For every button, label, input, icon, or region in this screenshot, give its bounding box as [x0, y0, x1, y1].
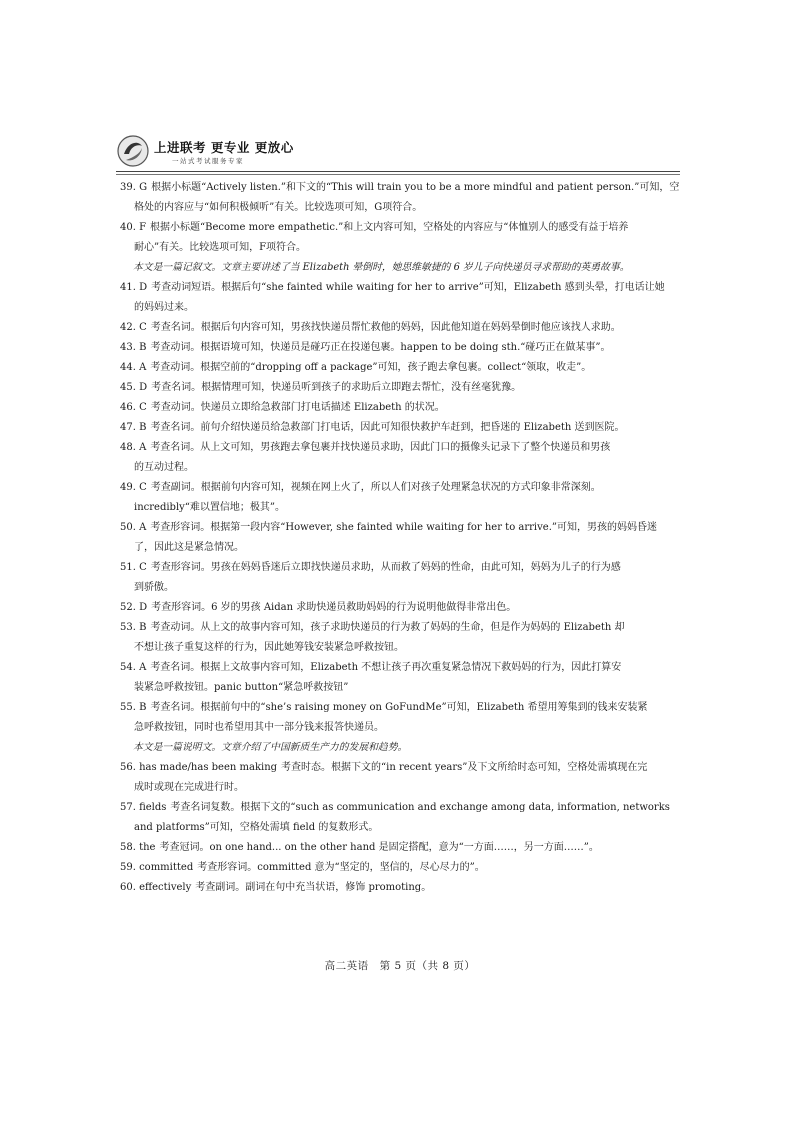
explanation-continuation: 了，因此这是紧急情况。: [134, 542, 244, 553]
answer-item: [120, 698, 682, 738]
explanation-text: 考查副词。根据前句内容可知，视频在网上火了，所以人们对孩子处理紧急状况的方式印象非常深刻。: [150, 482, 601, 493]
explanation-continuation: incredibly“难以置信地；极其”。: [134, 502, 286, 513]
answer-key: 48. A: [120, 442, 147, 453]
explanation-text: 考查形容词。根据第一段内容“However, she fainted while waiting for her to arrive.”可知，男孩的妈妈昏迷: [150, 522, 657, 533]
brand-tagline: 一站式考试服务专家: [172, 157, 244, 165]
explanation-text: 考查动词。根据空前的“dropping off a package”可知，孩子跑去拿包裹。collect“领取，收走”。: [150, 362, 592, 373]
explanation-text: 考查动词。根据语境可知，快递员是碰巧正在投递包裹。happen to be doing sth.“碰巧正在做某事”。: [150, 342, 611, 353]
brand-slogan: 上进联考 更专业 更放心: [154, 140, 294, 155]
header-rule-thin: [116, 174, 680, 175]
answer-item: [120, 418, 682, 438]
answer-item: [120, 438, 682, 478]
explanation-continuation: 耐心”有关。比较选项可知，F项符合。: [134, 242, 307, 253]
answer-line: [120, 418, 682, 438]
explanation-text: 考查名词。根据情理可知，快递员听到孩子的求助后立即跑去帮忙，没有丝毫犹豫。: [151, 382, 522, 393]
answer-explanations: [120, 178, 682, 898]
answer-key: 52. D: [120, 602, 148, 613]
answer-line: [120, 478, 682, 498]
answer-key: 50. A: [120, 522, 147, 533]
answer-item: [120, 338, 682, 358]
answer-key: 41. D: [120, 282, 148, 293]
answer-line: [120, 558, 682, 578]
answer-item: [120, 478, 682, 518]
explanation-continuation: 急呼救按钮，同时也希望用其中一部分钱来报答快递员。: [134, 722, 384, 733]
explanation-text: 考查名词。根据后句内容可知，男孩找快递员帮忙救他的妈妈，因此他知道在妈妈晕倒时他应该找人求助。: [150, 322, 621, 333]
explanation-continuation: 成时或现在完成进行时。: [134, 782, 244, 793]
answer-item: [120, 558, 682, 598]
page-header: [116, 134, 682, 168]
answer-item: [120, 838, 682, 858]
logo-icon: [116, 134, 150, 168]
explanation-text: 考查名词。前句介绍快递员给急救部门打电话，因此可知很快救护车赶到，把昏迷的 Elizabeth 送到医院。: [150, 422, 625, 433]
answer-line: [120, 798, 682, 818]
answer-line: [120, 378, 682, 398]
answer-key: 59. committed: [120, 862, 194, 873]
answer-line: [120, 438, 682, 458]
answer-item: [120, 378, 682, 398]
answer-item: [120, 278, 682, 318]
explanation-text: 考查名词。根据上文故事内容可知，Elizabeth 不想让孩子再次重复紧急情况下救妈妈的行为，因此打算安: [150, 662, 622, 673]
answer-line: [120, 658, 682, 678]
answer-item: [120, 758, 682, 798]
explanation-text: 考查名词。从上文可知，男孩跑去拿包裹并找快递员求助，因此门口的摄像头记录下了整个快递员和男孩: [150, 442, 611, 453]
explanation-continuation: 格处的内容应与“如何积极倾听”有关。比较选项可知，G项符合。: [134, 202, 423, 213]
answer-line: [120, 518, 682, 538]
answer-key: 58. the: [120, 842, 156, 853]
answer-line: [120, 278, 682, 298]
explanation-text: 考查形容词。6 岁的男孩 Aidan 求助快递员救助妈妈的行为说明他做得非常出色。: [151, 602, 517, 613]
answer-line: [120, 398, 682, 418]
explanation-text: 考查动词短语。根据后句“she fainted while waiting for her to arrive”可知，Elizabeth 感到头晕，打电话让她: [151, 282, 665, 293]
answer-line: [120, 698, 682, 718]
explanation-text: 考查动词。从上文的故事内容可知，孩子求助快递员的行为救了妈妈的生命，但是作为妈妈的 Elizabeth 却: [150, 622, 625, 633]
answer-line: [120, 758, 682, 778]
answer-key: 46. C: [120, 402, 147, 413]
explanation-text: 考查时态。根据下文的“in recent years”及下文所给时态可知，空格处需填现在完: [281, 762, 648, 773]
answer-item: [120, 398, 682, 418]
answer-item: [120, 798, 682, 838]
answer-key: 57. fields: [120, 802, 167, 813]
answer-line: [120, 838, 682, 858]
answer-item: [120, 618, 682, 658]
explanation-text: 考查形容词。男孩在妈妈昏迷后立即找快递员求助，从而救了妈妈的性命，由此可知，妈妈为儿子的行为感: [150, 562, 621, 573]
answer-key: 43. B: [120, 342, 147, 353]
explanation-text: 根据小标题“Become more empathetic.”和上文内容可知，空格处的内容应与“体恤别人的感受有益于培养: [150, 222, 629, 233]
answer-line: [120, 618, 682, 638]
answer-key: 60. effectively: [120, 882, 192, 893]
explanation-continuation: and platforms”可知，空格处需填 field 的复数形式。: [134, 822, 379, 833]
explanation-text: 考查名词复数。根据下文的“such as communication and exchange among data, information, networks: [170, 802, 670, 813]
explanation-continuation: 到骄傲。: [134, 582, 174, 593]
explanation-continuation: 的互动过程。: [134, 462, 194, 473]
answer-key: 40. F: [120, 222, 147, 233]
answer-key: 39. G: [120, 182, 148, 193]
answer-key: 42. C: [120, 322, 147, 333]
answer-line: [120, 858, 682, 878]
explanation-continuation: 的妈妈过来。: [134, 302, 194, 313]
answer-line: [120, 218, 682, 238]
answer-key: 51. C: [120, 562, 147, 573]
answer-line: [120, 178, 682, 198]
answer-key: 49. C: [120, 482, 147, 493]
header-rule: [116, 171, 680, 172]
answer-key: 53. B: [120, 622, 147, 633]
answer-key: 44. A: [120, 362, 147, 373]
answer-key: 54. A: [120, 662, 147, 673]
explanation-continuation: 不想让孩子重复这样的行为，因此她筹钱安装紧急呼救按钮。: [134, 642, 404, 653]
answer-line: [120, 358, 682, 378]
answer-key: 47. B: [120, 422, 147, 433]
passage-summary-note: 本文是一篇记叙文。文章主要讲述了当 Elizabeth 晕倒时，她思维敏捷的 6 岁儿子向快递员寻求帮助的英勇故事。: [133, 262, 630, 273]
answer-line: [120, 338, 682, 358]
answer-key: 56. has made/has been making: [120, 762, 278, 773]
answer-item: [120, 318, 682, 338]
explanation-text: 考查形容词。committed 意为“坚定的，坚信的，尽心尽力的”。: [197, 862, 485, 873]
explanation-text: 根据小标题“Actively listen.”和下文的“This will train you to be a more mindful and patient person.”可知，空: [151, 182, 680, 193]
passage-summary-note: 本文是一篇说明文。文章介绍了中国新质生产力的发展和趋势。: [133, 742, 408, 753]
explanation-text: 考查名词。根据前句中的“she’s raising money on GoFundMe”可知，Elizabeth 希望用筹集到的钱来安装紧: [150, 702, 648, 713]
answer-key: 45. D: [120, 382, 148, 393]
answer-item: [120, 658, 682, 698]
answer-item: [120, 178, 682, 218]
explanation-text: 考查冠词。on one hand... on the other hand 是固定搭配，意为“一方面……，另一方面……”。: [159, 842, 599, 853]
explanation-text: 考查副词。副词在句中充当状语，修饰 promoting。: [195, 882, 432, 893]
answer-key: 55. B: [120, 702, 147, 713]
answer-item: [120, 598, 682, 618]
answer-item: [120, 878, 682, 898]
answer-line: [120, 318, 682, 338]
answer-item: [120, 858, 682, 878]
answer-item: [120, 218, 682, 258]
answer-item: [120, 518, 682, 558]
answer-line: [120, 878, 682, 898]
explanation-continuation: 装紧急呼救按钮。panic button“紧急呼救按钮”: [134, 682, 349, 693]
page-footer: 高二英语 第 5 页（共 8 页）: [324, 960, 476, 972]
explanation-text: 考查动词。快递员立即给急救部门打电话描述 Elizabeth 的状况。: [150, 402, 445, 413]
answer-line: [120, 598, 682, 618]
answer-item: [120, 358, 682, 378]
